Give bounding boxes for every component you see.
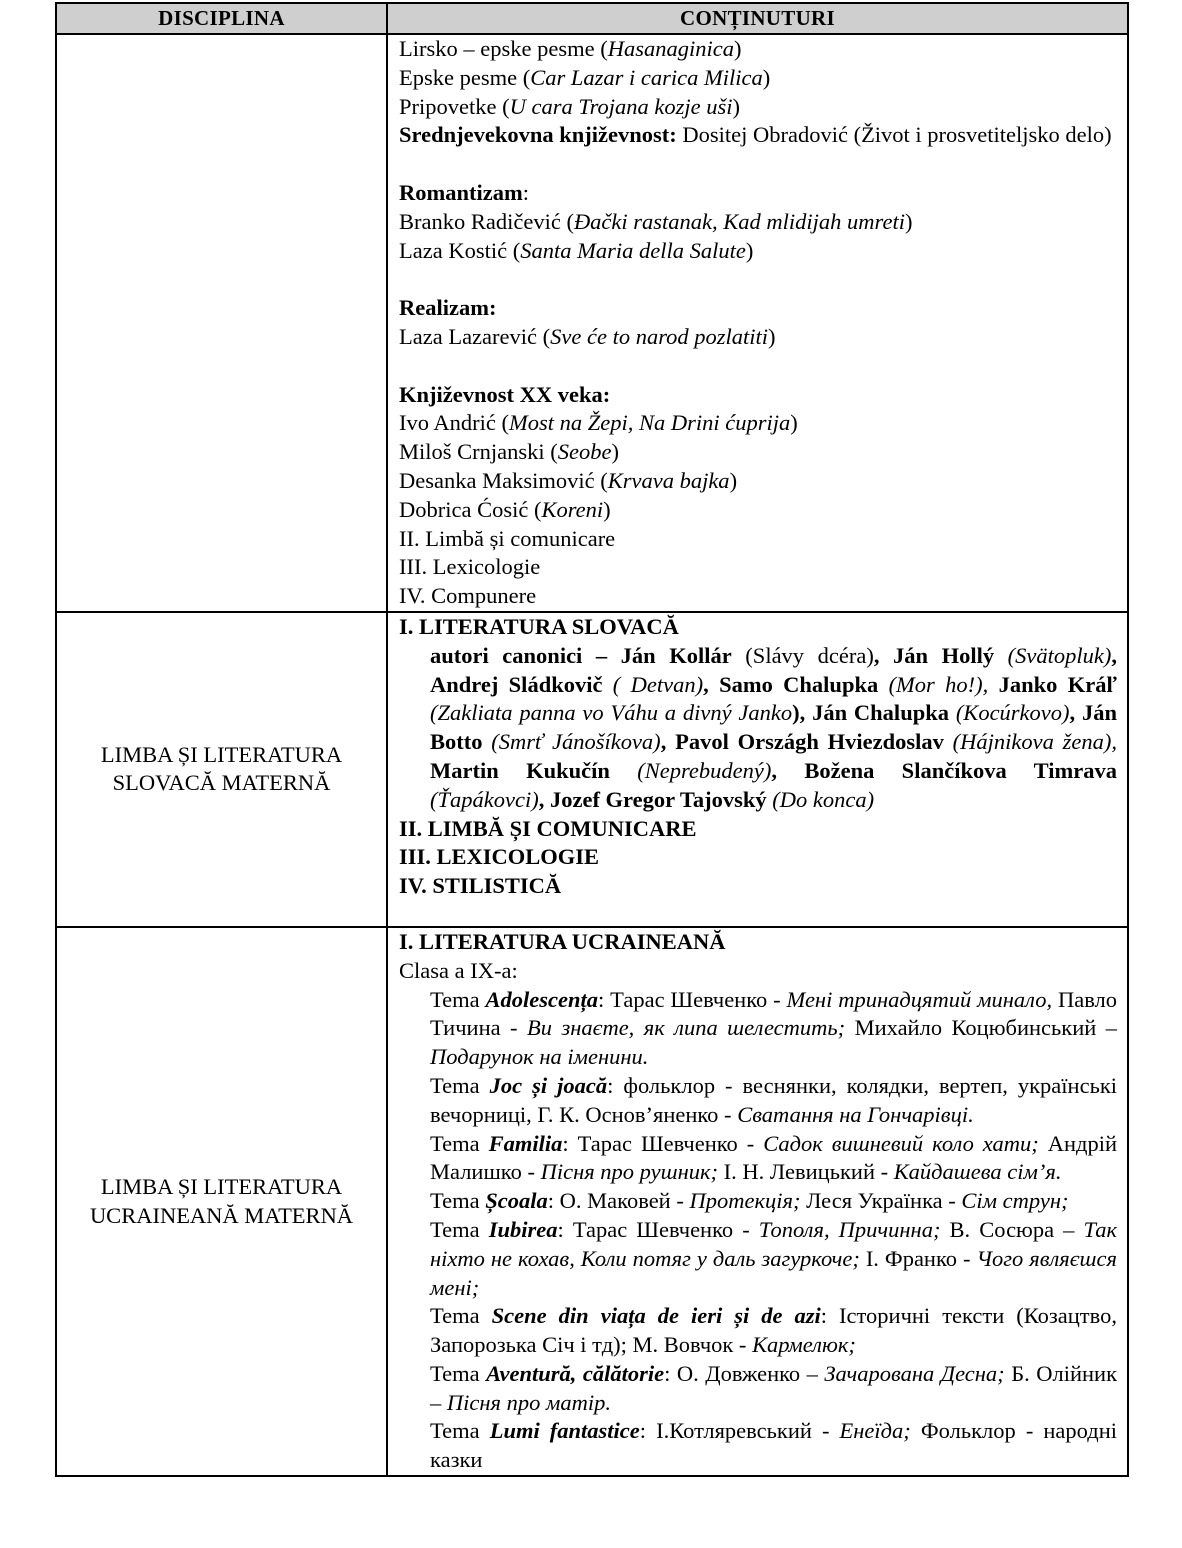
text-run: Павло Тичина -: [430, 986, 1117, 1041]
text-run: I. LITERATURA SLOVACĂ: [399, 613, 679, 639]
text-run: Ви знаєте, як липа шелестить;: [527, 1015, 846, 1041]
text-run: Б. Олійник –: [430, 1360, 1118, 1415]
table-row-slovak: [56, 612, 1128, 927]
text-run: , Pavol Országh Hviezdoslav: [660, 729, 953, 755]
text-run: : Тарас Шевченко -: [562, 1130, 764, 1156]
text-run: Janko Kráľ: [988, 671, 1118, 697]
text-run: : Тарас Шевченко -: [557, 1216, 759, 1242]
text-run: I. LITERATURA UCRAINEANĂ: [399, 928, 726, 954]
blank-line: [399, 352, 1117, 381]
text-run: Lirsko – epske pesme (: [399, 36, 608, 61]
content-line: [399, 1302, 1117, 1360]
content-line: [399, 64, 1117, 93]
text-run: ): [768, 323, 776, 349]
content-line: [399, 179, 1117, 208]
text-run: Tema: [430, 1418, 490, 1444]
text-run: Joc și joacă: [489, 1072, 608, 1098]
text-run: Seobe: [557, 439, 612, 465]
text-run: Зачарована Десна;: [824, 1360, 1005, 1386]
text-run: Epske pesme (: [399, 64, 531, 90]
text-run: , Samo Chalupka: [703, 671, 889, 697]
text-run: Književnost XX veka:: [399, 381, 611, 407]
text-run: ): [729, 467, 738, 493]
content-line: [399, 582, 1117, 611]
text-run: Кайдашева сім’я.: [893, 1159, 1062, 1185]
text-run: Садок вишневий коло хати;: [763, 1130, 1039, 1156]
text-run: Srednjevekovna književnost:: [399, 122, 677, 148]
content-line: [399, 35, 1117, 64]
text-run: Lumi fantastice: [489, 1418, 640, 1444]
text-run: , Ján Botto: [430, 700, 1117, 755]
text-run: Scene din viața de ieri și de azi: [491, 1303, 821, 1329]
text-run: Tema: [430, 1216, 489, 1242]
content-line: [399, 1187, 1117, 1216]
text-run: Dobrica Ćosić (: [399, 496, 542, 522]
text-run: Тополя, Причинна;: [758, 1216, 941, 1242]
text-run: (Neprebudený): [637, 757, 772, 783]
text-run: ): [603, 496, 611, 522]
table-row-ukrainian: [56, 927, 1128, 1476]
text-run: Tema: [430, 1303, 492, 1329]
text-run: ): [762, 64, 771, 90]
content-line: [399, 986, 1117, 1072]
text-run: (Zakliata panna vo Váhu a divný Janko: [430, 700, 793, 726]
text-run: Пісня про матір.: [446, 1389, 611, 1415]
text-run: : О. Маковей -: [547, 1188, 690, 1214]
text-run: Laza Lazarević (: [399, 323, 551, 349]
text-run: Școala: [485, 1188, 548, 1214]
table-header-row: [56, 3, 1128, 34]
text-run: ( Detvan): [612, 671, 704, 697]
content-line: [399, 409, 1117, 438]
text-run: Đački rastanak, Kad mlidijah umreti: [573, 208, 905, 234]
text-run: (Mor ho!),: [888, 671, 989, 697]
text-run: ), Ján Chalupka: [792, 700, 956, 726]
text-run: III. LEXICOLOGIE: [399, 844, 600, 870]
text-run: (Smrť Jánošíkova): [491, 729, 661, 755]
text-run: Андрій Малишко -: [430, 1130, 1117, 1185]
text-run: , Jozef Gregor Tajovský: [538, 786, 773, 812]
text-run: Енеїда;: [839, 1418, 911, 1444]
text-run: Koreni: [541, 496, 604, 522]
text-run: І. Франко -: [859, 1245, 977, 1271]
text-run: IV. Compunere: [399, 583, 537, 609]
text-run: : фольклор - веснянки, колядки, вертеп, українські вечорниці, Г. К. Основ’яненко -: [430, 1072, 1118, 1127]
text-run: Подарунок на іменини.: [430, 1044, 649, 1070]
text-run: III. Lexicologie: [399, 554, 541, 580]
text-run: , Andrej Sládkovič: [430, 642, 1117, 697]
text-run: autori canonici – Ján Kollár: [430, 642, 732, 668]
text-run: U cara Trojana kozje uši: [509, 93, 733, 119]
content-line: [399, 323, 1117, 352]
content-line: [399, 957, 1117, 986]
text-run: Santa Maria della Salute: [520, 237, 746, 263]
text-run: Sve će to narod pozlatiti: [550, 323, 769, 349]
curriculum-table: [55, 2, 1129, 1477]
text-run: (Ťapákovci): [430, 786, 539, 812]
content-cell: [387, 927, 1128, 1476]
content-line: [399, 553, 1117, 582]
content-line: [399, 121, 1117, 150]
text-run: ): [904, 208, 913, 234]
content-cell: [387, 612, 1128, 927]
discipline-cell: [56, 34, 387, 612]
text-run: Branko Radičević (: [399, 208, 574, 234]
section-heading: [399, 613, 1117, 642]
text-run: II. Limbă și comunicare: [399, 525, 616, 551]
text-run: ): [732, 93, 741, 119]
text-run: IV. STILISTICĂ: [399, 873, 562, 899]
text-run: : І.Котляревський -: [639, 1418, 840, 1444]
content-line: [399, 1360, 1117, 1418]
text-run: (Do konca): [772, 786, 875, 812]
text-run: Так ніхто не кохав, Коли потяг у даль загуркоче;: [430, 1216, 1117, 1271]
content-line: [399, 1417, 1117, 1475]
content-line: [399, 1130, 1117, 1188]
section-heading: [399, 843, 1117, 872]
content-line: [399, 381, 1117, 410]
text-run: Pripovetke (: [399, 93, 510, 119]
text-run: , Ján Hollý: [873, 642, 1008, 668]
text-run: Пісня про рушник;: [540, 1159, 719, 1185]
content-line: [399, 642, 1117, 815]
content-line: [399, 237, 1117, 266]
content-line: [399, 467, 1117, 496]
text-run: : Історичні тексти (Козацтво, Запорозька Січ і тд); М. Вовчок -: [430, 1303, 1117, 1358]
text-run: Протекція;: [689, 1188, 801, 1214]
text-run: Мені тринадцятий минало,: [786, 986, 1053, 1012]
text-run: Car Lazar i carica Milica: [530, 64, 763, 90]
text-run: Romantizam: [399, 179, 523, 205]
text-run: Фольклор - народні казки: [430, 1418, 1117, 1473]
text-run: Сватання на Гончарівці.: [737, 1101, 974, 1127]
content-cell: [387, 34, 1128, 612]
text-run: Tema: [430, 1360, 487, 1386]
text-run: Tema: [430, 1188, 486, 1214]
content-line: [399, 525, 1117, 554]
text-run: Clasa a IX-a:: [399, 957, 518, 983]
section-heading: [399, 815, 1117, 844]
text-run: Сім струн;: [961, 1188, 1069, 1214]
content-line: [399, 93, 1117, 122]
text-run: Tema: [430, 1130, 489, 1156]
blank-line: [399, 265, 1117, 294]
content-line: [399, 1072, 1117, 1130]
text-run: Realizam:: [399, 295, 497, 321]
content-line: [399, 294, 1117, 323]
text-run: (Hájnikova žena),: [952, 729, 1117, 755]
text-run: : Тарас Шевченко -: [598, 986, 787, 1012]
text-run: І. Н. Левицький -: [718, 1159, 894, 1185]
text-run: Чого являєшся мені;: [430, 1245, 1117, 1300]
header-continuturi: CONȚINUTURI: [387, 3, 1128, 34]
text-run: (Kocúrkovo): [955, 700, 1070, 726]
text-run: Tema: [430, 1072, 490, 1098]
text-run: Кармелюк;: [752, 1332, 856, 1358]
text-run: Михайло Коцюбинський –: [845, 1015, 1117, 1041]
text-run: Iubirea: [488, 1216, 558, 1242]
text-run: II. LIMBĂ ȘI COMUNICARE: [399, 815, 697, 841]
text-run: : О. Довженко –: [664, 1360, 825, 1386]
text-run: Ivo Andrić (: [399, 410, 509, 436]
text-run: Familia: [488, 1130, 563, 1156]
section-heading: [399, 872, 1117, 901]
content-line: [399, 438, 1117, 467]
text-run: (Slávy dcéra): [731, 642, 874, 668]
text-run: ): [745, 237, 754, 263]
text-run: (Svätopluk): [1007, 642, 1112, 668]
text-run: Krvava bajka: [607, 467, 730, 493]
content-line: [399, 208, 1117, 237]
text-run: Desanka Maksimović (: [399, 467, 608, 493]
header-disciplina: DISCIPLINA: [56, 3, 387, 34]
text-run: Леся Українка -: [800, 1188, 962, 1214]
text-run: Hasanaginica: [607, 36, 734, 61]
text-run: Dositej Obradović (Život i prosvetiteljsko delo): [676, 122, 1112, 148]
blank-line: [399, 150, 1117, 179]
table-row-serbian: [56, 34, 1128, 612]
text-run: ): [733, 36, 742, 61]
content-line: [399, 496, 1117, 525]
text-run: , Božena Slančíkova Timrava: [771, 757, 1117, 783]
discipline-cell: LIMBA ȘI LITERATURA SLOVACĂ MATERNĂ: [56, 612, 387, 927]
section-heading: [399, 928, 1117, 957]
text-run: :: [522, 179, 529, 205]
text-run: Most na Žepi, Na Drini ćuprija: [508, 410, 791, 436]
text-run: Aventură, călătorie: [486, 1360, 665, 1386]
text-run: Martin Kukučín: [430, 757, 638, 783]
text-run: Miloš Crnjanski (: [399, 439, 558, 465]
discipline-cell: LIMBA ȘI LITERATURA UCRAINEANĂ MATERNĂ: [56, 927, 387, 1476]
text-run: Laza Kostić (: [399, 237, 521, 263]
text-run: Adolescența: [485, 986, 599, 1012]
content-line: [399, 1216, 1117, 1302]
text-run: ): [611, 439, 619, 465]
text-run: ): [790, 410, 798, 436]
text-run: В. Сосюра –: [940, 1216, 1084, 1242]
text-run: Tema: [430, 986, 486, 1012]
